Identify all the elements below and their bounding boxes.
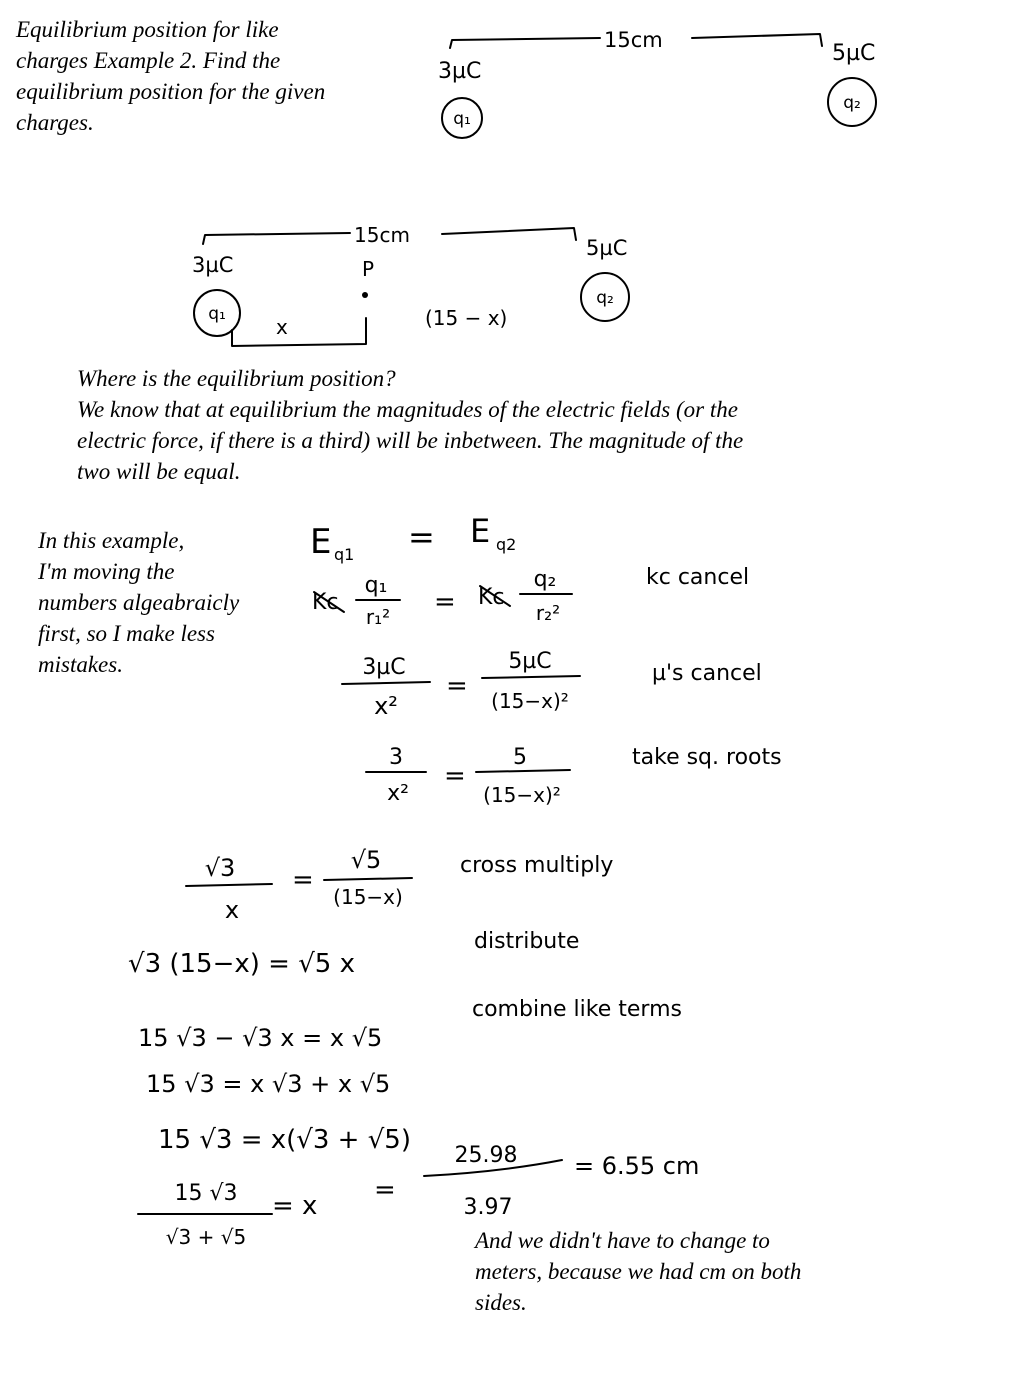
eq3-equals: = [446, 671, 468, 701]
eq5-rhs-num: √5 [350, 846, 382, 874]
eq4-rhs-den: (15−x)² [483, 783, 561, 807]
side-note-line: numbers algeabraicly [38, 590, 240, 615]
eq5-lhs-num: √3 [204, 854, 236, 882]
eq2-rhs-den: r₂² [535, 601, 561, 625]
q2-label: q₂ [596, 288, 614, 308]
eq5-rhs-den: (15−x) [333, 885, 403, 909]
q1-label: q₁ [208, 304, 226, 324]
x-label: x [276, 315, 288, 339]
q2-value: 5µC [832, 41, 876, 66]
eq6-note: distribute [474, 929, 580, 954]
eq5-equals: = [292, 865, 314, 895]
eq10-lhs-den: √3 + √5 [165, 1225, 247, 1249]
equation-2 [312, 565, 749, 629]
equation-6 [128, 929, 579, 979]
intro-line: charges Example 2. Find the [16, 48, 281, 73]
question-line: two will be equal. [77, 459, 241, 484]
equation-10 [138, 1143, 699, 1249]
distance-bracket-right [692, 34, 822, 46]
eq3-note: µ's cancel [652, 661, 762, 686]
q1-value: 3µC [192, 253, 234, 277]
eq10-mid-num: 25.98 [454, 1143, 518, 1168]
distance-label: 15cm [354, 223, 410, 247]
distance-label: 15cm [604, 28, 663, 52]
question-line: electric force, if there is a third) will be inbetween. The magnitude of the [77, 428, 744, 453]
equation-1 [310, 512, 516, 564]
eq3-rhs-bar [482, 676, 580, 678]
distance-bracket-left [203, 233, 350, 244]
eq3-rhs-den: (15−x)² [491, 689, 569, 713]
eq2-equals: = [434, 587, 456, 617]
eq2-rhs-num: q₂ [533, 567, 557, 592]
x-bracket [232, 318, 366, 346]
eq2-lhs-num: q₁ [364, 573, 388, 598]
point-label: P [362, 257, 375, 281]
equation-5 [186, 846, 613, 924]
eq5-lhs-den: x [224, 896, 240, 924]
equation-3 [342, 649, 762, 720]
side-note-line: In this example, [38, 528, 185, 553]
eq7-text: 15 √3 − √3 x = x √5 [138, 1024, 383, 1052]
eq5-note: cross multiply [460, 853, 614, 878]
diagram-2 [192, 223, 629, 346]
closing-line: And we didn't have to change to [475, 1228, 770, 1253]
side-note-line: I'm moving the [38, 559, 175, 584]
eq10-lhs-num: 15 √3 [174, 1181, 238, 1206]
eq6-text: √3 (15−x) = √5 x [128, 949, 355, 979]
intro-line: charges. [16, 110, 94, 135]
equation-4 [366, 745, 782, 807]
eq4-note: take sq. roots [632, 745, 782, 770]
q1-label: q₁ [453, 109, 471, 129]
eq8-text: 15 √3 = x √3 + x √5 [146, 1070, 391, 1098]
eq1-lhs: E [310, 522, 332, 562]
closing-line: meters, because we had cm on both [475, 1259, 802, 1284]
eq9-text: 15 √3 = x(√3 + √5) [158, 1125, 411, 1155]
eq1-lhs-sub: q1 [334, 545, 355, 564]
equilibrium-point-dot [362, 292, 368, 298]
eq10-mid-den: 3.97 [463, 1195, 513, 1220]
eq7-note: combine like terms [472, 997, 682, 1022]
eq5-lhs-bar [186, 884, 272, 886]
equation-7 [138, 997, 682, 1052]
distance-bracket-left [450, 38, 600, 48]
q2-label: q₂ [843, 93, 861, 113]
eq4-lhs-num: 3 [389, 745, 403, 770]
eq4-rhs-bar [476, 770, 570, 772]
eq10-equals: = [374, 1175, 396, 1205]
eq4-equals: = [444, 761, 466, 791]
distance-bracket-right [442, 228, 576, 240]
closing-line: sides. [475, 1290, 527, 1315]
eq2-lhs-den: r₁² [365, 605, 391, 629]
eq1-rhs-sub: q2 [496, 535, 517, 554]
eq3-lhs-num: 3µC [362, 655, 406, 680]
intro-line: equilibrium position for the given [16, 79, 326, 104]
equation-9 [158, 1125, 411, 1155]
eq10-eq-x: = x [272, 1191, 318, 1221]
eq1-rhs: E [470, 512, 491, 550]
eq2-note: kc cancel [646, 565, 750, 590]
side-note-line: first, so I make less [38, 621, 215, 646]
intro-line: Equilibrium position for like [16, 17, 279, 42]
q1-value: 3µC [438, 59, 482, 84]
eq2-lhs-k: Kc [312, 590, 339, 615]
equation-8 [146, 1070, 390, 1098]
diagram-1 [438, 28, 876, 138]
eq3-rhs-num: 5µC [508, 649, 552, 674]
eq1-equals: = [408, 518, 435, 556]
q2-value: 5µC [586, 236, 628, 260]
question-line: Where is the equilibrium position? [77, 366, 396, 391]
question-line: We know that at equilibrium the magnitudes of the electric fields (or the [77, 397, 738, 422]
eq3-lhs-bar [342, 682, 430, 684]
eq4-rhs-num: 5 [513, 745, 527, 770]
remainder-label: (15 − x) [425, 306, 508, 330]
eq5-rhs-bar [324, 878, 412, 880]
eq2-rhs-k: Kc [478, 585, 505, 610]
eq3-lhs-den: x² [374, 692, 398, 720]
eq4-lhs-den: x² [387, 781, 409, 806]
side-note-line: mistakes. [38, 652, 123, 677]
eq10-result: = 6.55 cm [574, 1152, 700, 1180]
